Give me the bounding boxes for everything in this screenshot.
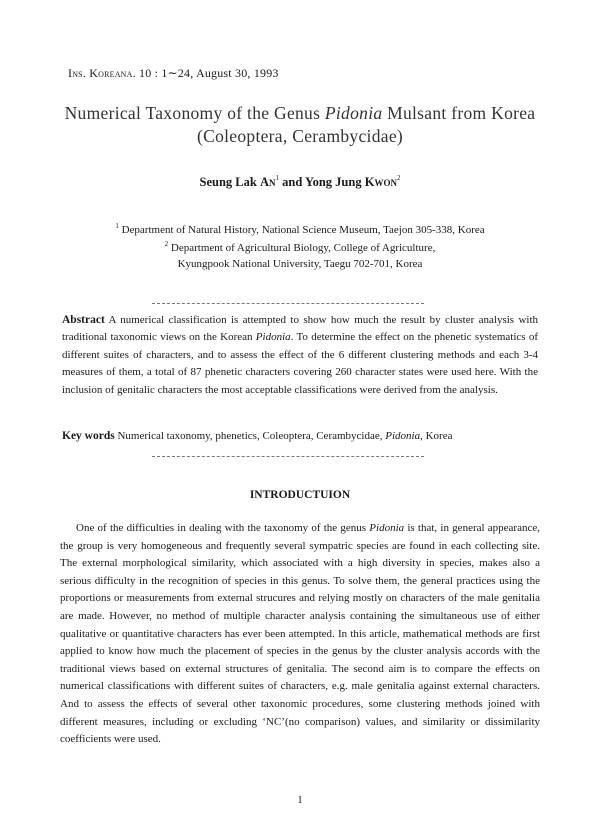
keywords-text: Numerical taxonomy, phenetics, Coleoptera, Cerambycidae, — [114, 430, 386, 442]
journal-volume-date: . 10 : 1∼24, August 30, 1993 — [132, 66, 279, 80]
paper-title-line-1 — [40, 103, 560, 124]
affiliation-2 — [0, 240, 600, 254]
author-1-given: Seung Lak — [199, 175, 260, 189]
affiliation-2-text: Department of Agricultural Biology, College of Agriculture, — [168, 242, 436, 254]
title-text-end: Mulsant from Korea — [382, 103, 536, 123]
author-2-surname: Kwon — [364, 175, 397, 189]
keywords-line — [62, 430, 538, 442]
author-list — [0, 174, 600, 190]
title-text: Numerical Taxonomy of the Genus — [64, 103, 325, 123]
introduction-paragraph — [60, 520, 540, 749]
intro-text-end: is that, in general appearance, the group is very homogeneous and frequently several sympatric species are found in each collecting site. The external morphological similarity, which associated with a high diversity in species, makes also a serious difficulty in the recognition of species in this genus. To solve them, the general practices using the proportions or measurements from external strucures and relying mostly on characters of the male genitalia are made. However, no method of multiple character analysis containing the simultaneous use of either qualitative or quantitative characters has ever been attempted. In this article, mathematical methods are first applied to know how much the placement of species in the genus by the cluster analysis accords with the traditional views based on external structures of genitalia. The second aim is to compare the effects on numerical classifications with different suites of characters, e.g. male genitalia against external characters. And to assess the effects of several other taxonomic procedures, some clustering methods joined with different measures, including or excluding ‘NC’(no comparison) values, and similarity or dissimilarity coefficients were used. — [60, 522, 540, 746]
abstract-text-end: . To determine the effect on the phenetic systematics of different suites of characters, and to assess the effect of the 6 different clustering methods and each 3-4 measures of them, a total of 87 phenetic characters covering 260 character states were used here. With the inclusion of genitalic characters the most acceptable classifications were derived from the analysis. — [62, 331, 538, 396]
keywords-text-end: , Korea — [420, 430, 453, 442]
intro-genus: Pidonia — [369, 522, 405, 534]
affiliation-1-mark: 1 — [115, 222, 119, 230]
affiliation-2-mark: 2 — [164, 240, 169, 248]
author-1-affil-mark: 1 — [275, 174, 280, 182]
author-conjunction: and — [279, 175, 305, 189]
abstract-paragraph — [62, 312, 538, 399]
affiliation-1 — [0, 222, 600, 236]
abstract-top-divider — [152, 303, 424, 304]
title-genus: Pidonia — [324, 103, 383, 123]
affiliation-1-text: Department of Natural History, National Science Museum, Taejon 305-338, Korea — [118, 224, 485, 236]
keywords-label: Key words — [62, 430, 115, 442]
author-2-affil-mark: 2 — [396, 174, 401, 182]
paper-title-line-2: (Coleoptera, Cerambycidae) — [196, 126, 404, 146]
intro-text: One of the difficulties in dealing with the taxonomy of the genus — [76, 522, 370, 534]
journal-name: Ins. Koreana — [68, 66, 133, 80]
abstract-label: Abstract — [62, 314, 105, 326]
journal-citation — [68, 66, 279, 81]
abstract-genus: Pidonia — [255, 331, 291, 344]
keywords-bottom-divider — [152, 456, 424, 457]
section-heading: INTRODUCTUION — [249, 489, 351, 501]
affiliation-2-line-2: Kyungpook National University, Taegu 702-701, Korea — [177, 258, 423, 270]
abstract-text: A numerical classification is attempted to show how much the result by cluster analysis with traditional taxonomic views on the Korean — [62, 314, 538, 344]
author-1-surname: An — [259, 175, 276, 189]
page-number: 1 — [297, 794, 303, 806]
keywords-genus: Pidonia — [385, 430, 421, 442]
author-2-given: Yong Jung — [304, 175, 365, 189]
